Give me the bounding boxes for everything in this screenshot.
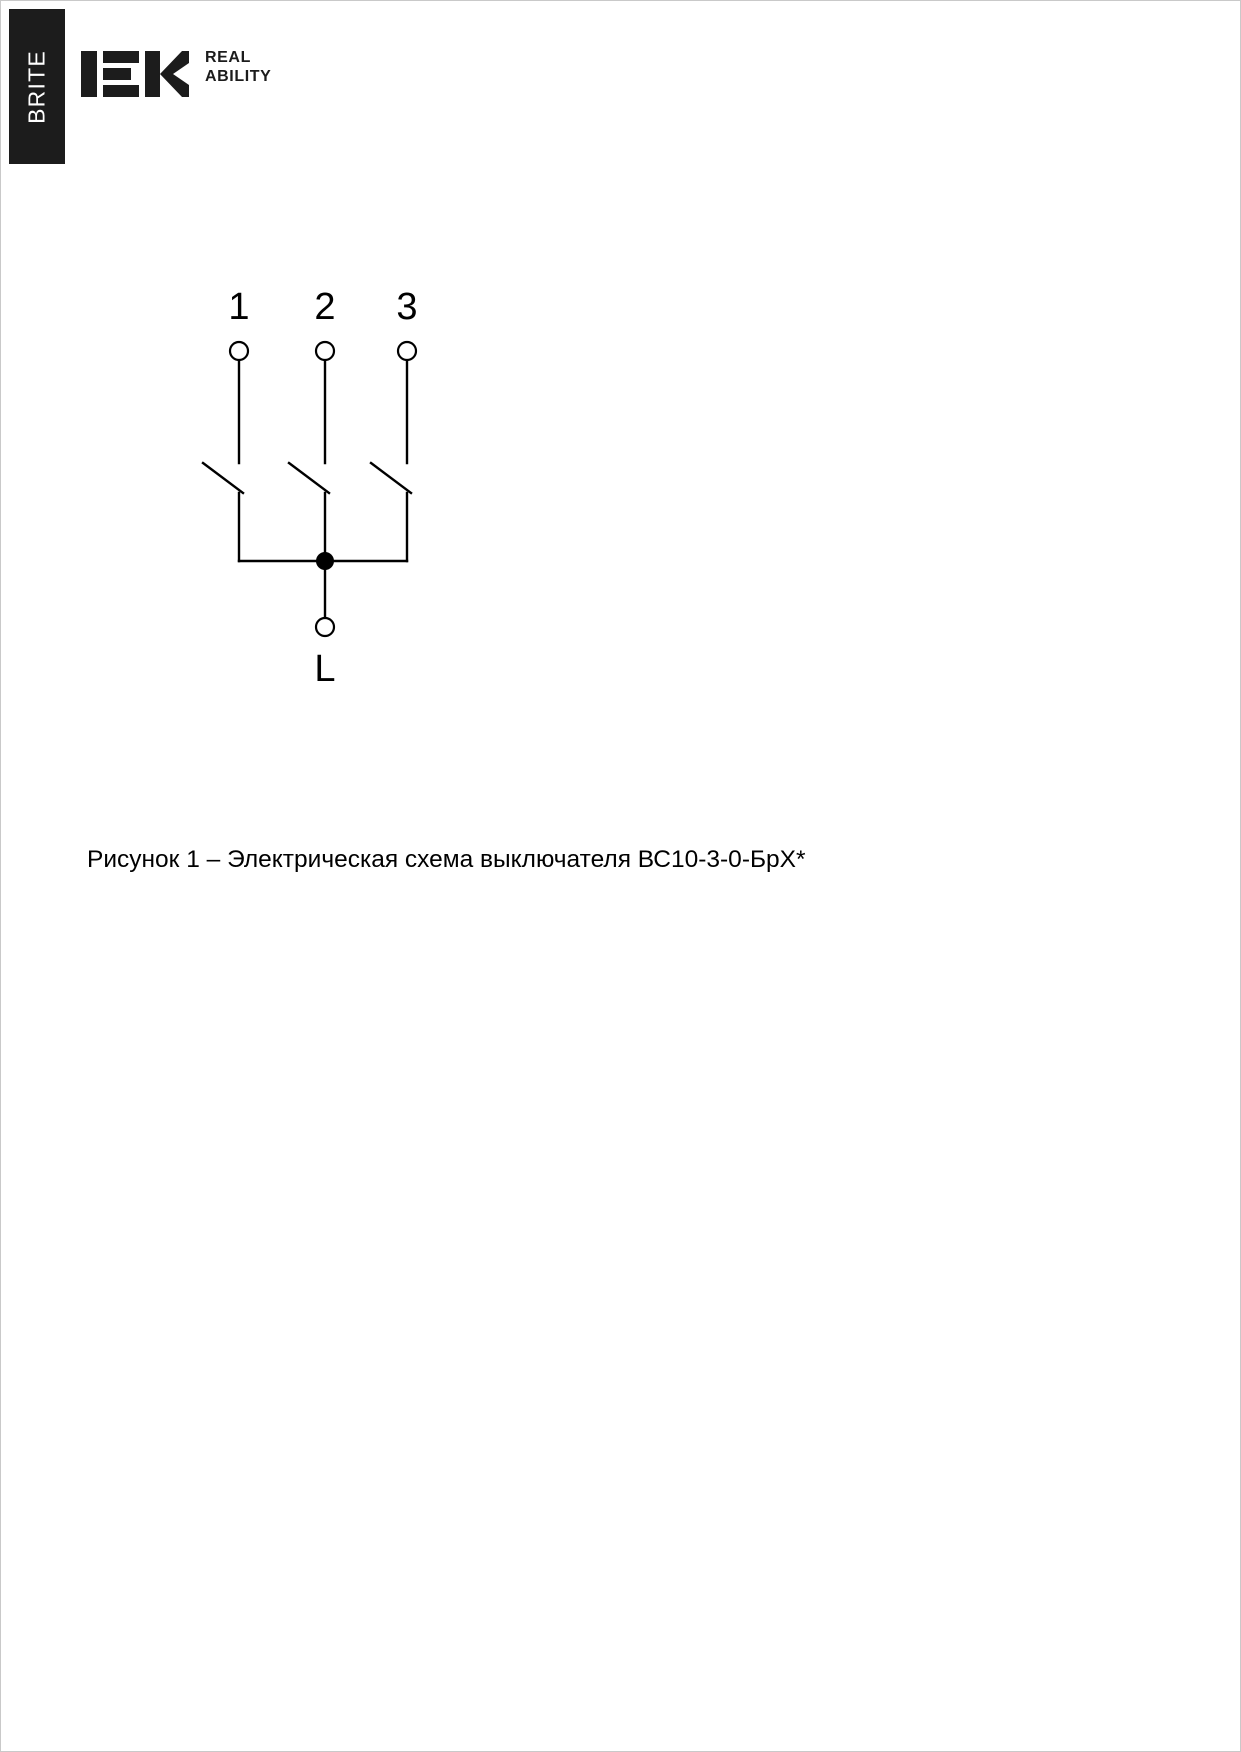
figure-caption: Рисунок 1 – Электрическая схема выключателя ВС10-3-0-БрХ* [87,846,806,873]
switch-schematic-figure [151,271,571,691]
brand-tab-label: BRITE [23,49,50,124]
terminal-1-node [230,342,248,360]
iek-logo-icon [81,43,189,110]
terminal-2-node [316,342,334,360]
brand-tab [9,9,65,164]
junction-dot [316,552,334,570]
brand-tagline-line1: REAL [205,49,251,66]
terminal-2-label: 2 [314,286,336,328]
terminal-3-node [398,342,416,360]
brand-tagline [205,43,271,87]
brand-logo [81,43,271,110]
terminal-1-label: 1 [228,286,250,328]
terminal-3-label: 3 [396,286,418,328]
common-terminal-label: L [314,648,336,690]
terminal-l-node [316,618,334,636]
brand-tagline-line2: ABILITY [205,67,272,85]
